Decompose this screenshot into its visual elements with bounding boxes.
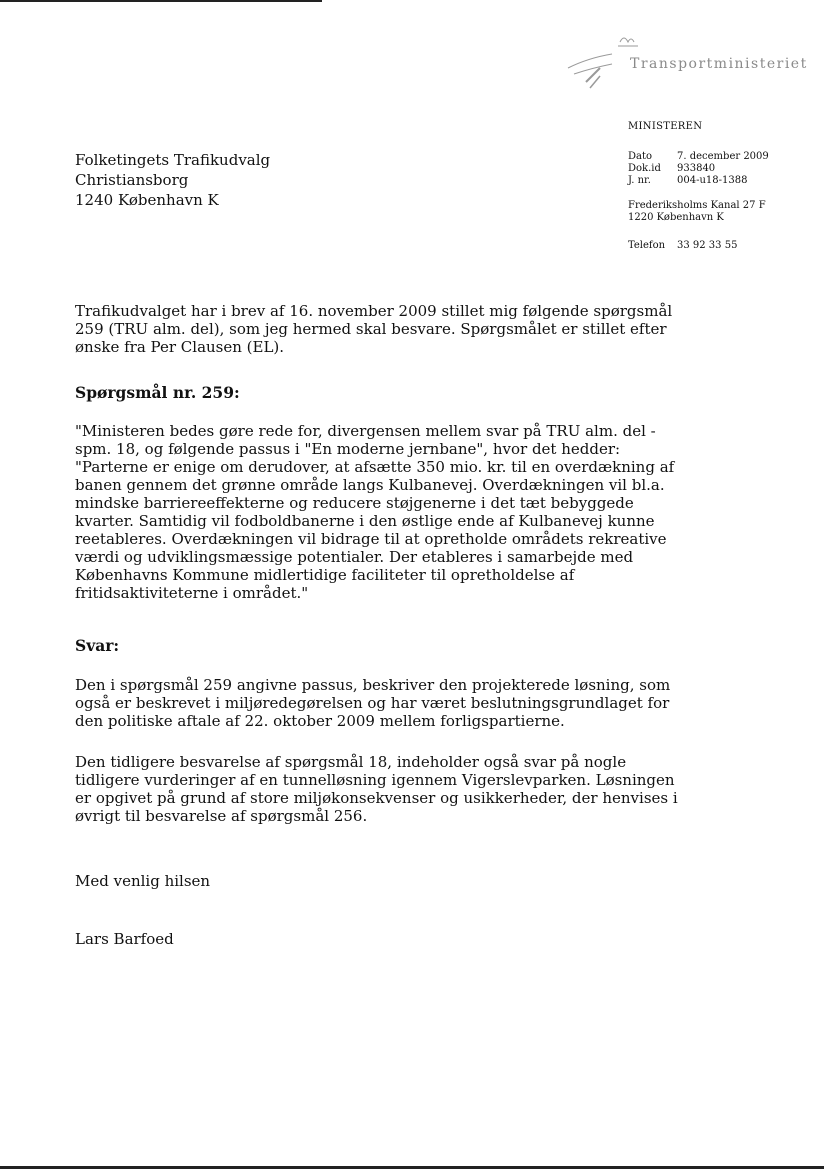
text-line: øvrigt til besvarelse af spørgsmål 256. xyxy=(75,807,368,825)
question-heading: Spørgsmål nr. 259: xyxy=(75,383,240,402)
text-line: værdi og udviklingsmæssige potentialer. Der etableres i samarbejde med xyxy=(75,548,634,566)
dok-label: Dok.id xyxy=(628,163,661,174)
dok-row xyxy=(628,163,769,175)
address-line: Frederiksholms Kanal 27 F xyxy=(628,200,766,211)
text-line: også er beskrevet i miljøredegørelsen og har været beslutningsgrundlaget for xyxy=(75,694,670,712)
address-line: 1220 København K xyxy=(628,212,724,223)
date-value: 7. december 2009 xyxy=(677,151,769,162)
sender-address xyxy=(628,200,766,224)
text-line: Den tidligere besvarelse af spørgsmål 18, indeholder også svar på nogle xyxy=(75,753,627,771)
ministry-logo xyxy=(560,28,808,98)
phone-value: 33 92 33 55 xyxy=(677,240,738,251)
phone-label: Telefon xyxy=(628,240,666,251)
recipient-line: 1240 København K xyxy=(75,191,219,209)
answer-paragraph-1 xyxy=(75,676,671,730)
logo-text: Transportministeriet xyxy=(630,56,808,72)
answer-heading: Svar: xyxy=(75,636,120,655)
text-line: ønske fra Per Clausen (EL). xyxy=(75,338,285,356)
text-line: Den i spørgsmål 259 angivne passus, beskriver den projekterede løsning, som xyxy=(75,676,671,694)
dok-value: 933840 xyxy=(677,163,716,174)
date-row xyxy=(628,151,769,163)
text-line: spm. 18, og følgende passus i "En moderne jernbane", hvor det hedder: xyxy=(75,440,621,458)
recipient-line: Christiansborg xyxy=(75,171,189,189)
jnr-row xyxy=(628,175,769,187)
text-line: Københavns Kommune midlertidige faciliteter til opretholdelse af xyxy=(75,566,575,584)
crown-emblem-icon xyxy=(560,28,640,98)
top-rule xyxy=(0,0,322,2)
intro-paragraph xyxy=(75,302,673,356)
text-line: kvarter. Samtidig vil fodboldbanerne i den østlige ende af Kulbanevej kunne xyxy=(75,512,655,530)
date-label: Dato xyxy=(628,151,653,162)
text-line: reetableres. Overdækningen vil bidrage til at opretholde områdets rekreative xyxy=(75,530,667,548)
text-line: 259 (TRU alm. del), som jeg hermed skal besvare. Spørgsmålet er stillet efter xyxy=(75,320,667,338)
phone-row xyxy=(628,240,737,251)
question-text xyxy=(75,422,675,602)
text-line: "Parterne er enige om derudover, at afsætte 350 mio. kr. til en overdækning af xyxy=(75,458,675,476)
closing-salutation: Med venlig hilsen xyxy=(75,872,211,890)
department-label: MINISTEREN xyxy=(628,121,703,132)
jnr-label: J. nr. xyxy=(628,175,651,186)
text-line: Trafikudvalget har i brev af 16. november 2009 stillet mig følgende spørgsmål xyxy=(75,302,673,320)
letter-meta xyxy=(628,151,769,187)
text-line: er opgivet på grund af store miljøkonsekvenser og usikkerheder, der henvises i xyxy=(75,789,678,807)
answer-paragraph-2 xyxy=(75,753,678,825)
text-line: den politiske aftale af 22. oktober 2009 mellem forligspartierne. xyxy=(75,712,565,730)
signature-name: Lars Barfoed xyxy=(75,930,174,948)
text-line: mindske barriereeffekterne og reducere støjgenerne i det tæt bebyggede xyxy=(75,494,634,512)
text-line: tidligere vurderinger af en tunnelløsning igennem Vigerslevparken. Løsningen xyxy=(75,771,675,789)
text-line: banen gennem det grønne område langs Kulbanevej. Overdækningen vil bl.a. xyxy=(75,476,665,494)
recipient-line: Folketingets Trafikudvalg xyxy=(75,151,271,169)
text-line: "Ministeren bedes gøre rede for, divergensen mellem svar på TRU alm. del - xyxy=(75,422,656,440)
jnr-value: 004-u18-1388 xyxy=(677,175,748,186)
recipient-address xyxy=(75,150,270,210)
text-line: fritidsaktiviteterne i området." xyxy=(75,584,309,602)
